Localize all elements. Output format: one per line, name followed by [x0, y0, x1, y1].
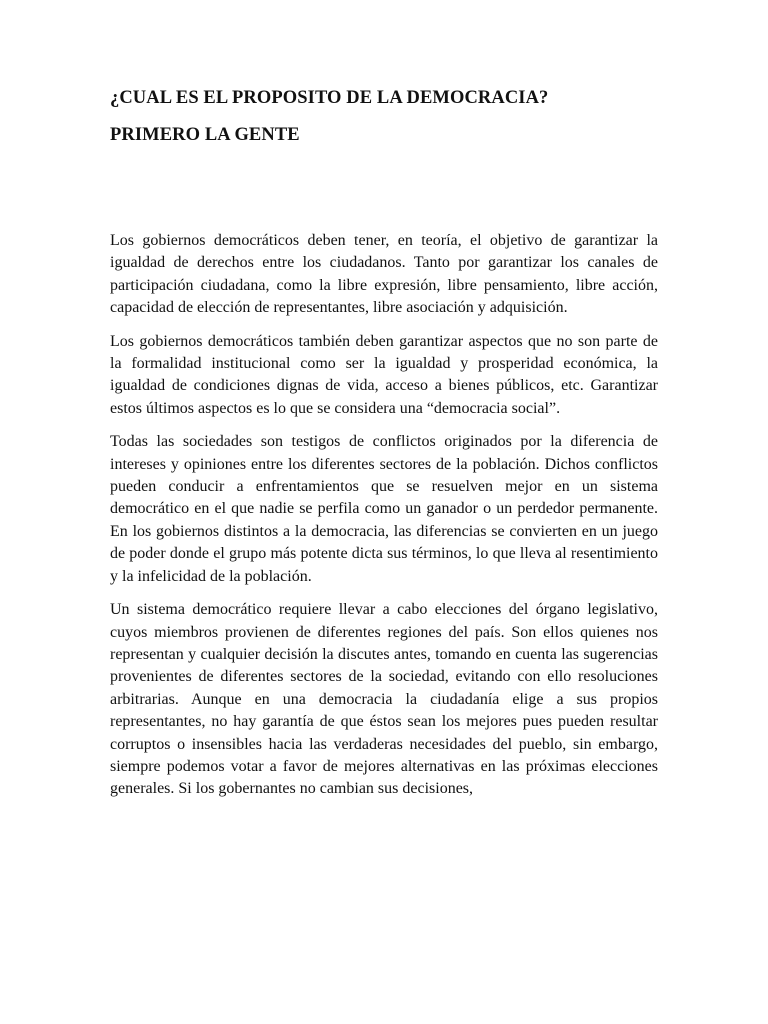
paragraph: Todas las sociedades son testigos de conflictos originados por la diferencia de intereses y opiniones entre los diferentes sectores de la población. Dichos conflictos pueden conducir a enfrentamientos que se resuelven mejor en un sistema democrático en el que nadie se perfila como un ganador o un perdedor permanente. En los gobiernos distintos a la democracia, las diferencias se convierten en un juego de poder donde el grupo más potente dicta sus términos, lo que lleva al resentimiento y la infelicidad de la población.: [110, 433, 658, 585]
paragraph: Los gobiernos democráticos también deben garantizar aspectos que no son parte de la formalidad institucional como ser la igualdad y prosperidad económica, la igualdad de condiciones dignas de vida, acceso a bienes públicos, etc. Garantizar estos últimos aspectos es lo que se considera una “democracia social”.: [110, 332, 658, 417]
document-body: [110, 230, 658, 812]
document-subtitle: PRIMERO LA GENTE: [110, 125, 300, 145]
paragraph: Un sistema democrático requiere llevar a cabo elecciones del órgano legislativo, cuyos miembros provienen de diferentes regiones del país. Son ellos quienes nos representan y cualquier decisión la discutes antes, tomando en cuenta las sugerencias provenientes de diferentes sectores de la sociedad, evitando con ello resoluciones arbitrarias. Aunque en una democracia la ciudadanía elige a sus propios representantes, no hay garantía de que éstos sean los mejores pues pueden resultar corruptos o insensibles hacia las verdaderas necesidades del pueblo, sin embargo, siempre podemos votar a favor de mejores alternativas en las próximas elecciones generales. Si los gobernantes no cambian sus decisiones,: [110, 601, 658, 798]
document-page: [110, 0, 658, 1024]
paragraph: Los gobiernos democráticos deben tener, en teoría, el objetivo de garantizar la igualdad de derechos entre los ciudadanos. Tanto por garantizar los canales de participación ciudadana, como la libre expresión, libre pensamiento, libre acción, capacidad de elección de representantes, libre asociación y adquisición.: [110, 232, 658, 317]
document-title: ¿CUAL ES EL PROPOSITO DE LA DEMOCRACIA?: [110, 88, 549, 108]
